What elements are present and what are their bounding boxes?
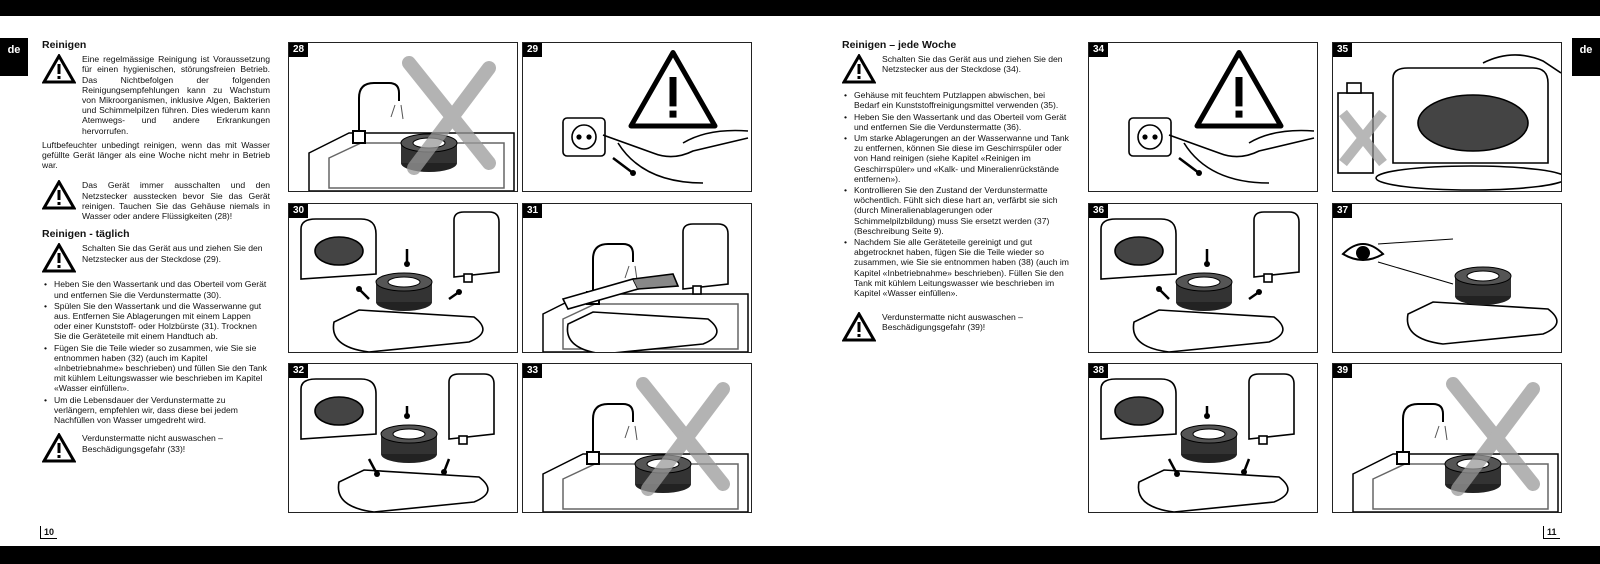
figure-number: 28 bbox=[289, 43, 308, 57]
daily-steps-list bbox=[42, 279, 270, 425]
base-tray bbox=[333, 310, 482, 352]
humidifier-top-icon bbox=[1101, 379, 1176, 439]
figure-number: 31 bbox=[523, 204, 542, 218]
figure-illustration bbox=[289, 43, 518, 192]
mat-warning-left bbox=[42, 433, 270, 463]
warning-triangle-icon bbox=[42, 54, 76, 84]
figure-number: 30 bbox=[289, 204, 308, 218]
plug-hand-icon bbox=[603, 131, 748, 184]
base-tray bbox=[1407, 302, 1556, 344]
warning-triangle-icon bbox=[42, 180, 76, 210]
list-item: • Heben Sie den Wassertank und das Oberteil vom Gerät und entfernen Sie die Verdunstermatte (30). bbox=[42, 279, 270, 299]
list-item: • Heben Sie den Wassertank und das Oberteil vom Gerät und entfernen Sie die Verdunstermatte (36). bbox=[842, 112, 1070, 132]
list-item: • Fügen Sie die Teile wieder so zusammen, wie Sie sie entnommen haben (32) (auch im Kapitel «Inbetriebnahme» beschrieben) und füllen Sie den Tank mit kühlem Leitungswasser wie beschrieben im Kapitel «Wasser einfüllen». bbox=[42, 343, 270, 394]
language-tab-left: de bbox=[0, 38, 28, 76]
figure-number: 35 bbox=[1333, 43, 1352, 57]
arrow-icon bbox=[1204, 406, 1210, 419]
daily-warning-text: Schalten Sie das Gerät aus und ziehen Sie den Netzstecker aus der Steckdose (29). bbox=[82, 243, 263, 264]
mat-warning-right-text: Verdunstermatte nicht auswaschen – Beschädigungsgefahr (39)! bbox=[882, 312, 1023, 333]
right-text-column bbox=[842, 40, 1070, 346]
list-item: • Spülen Sie den Wassertank und die Wasserwanne gut aus. Entfernen Sie Ablagerungen mit einem Lappen oder einer Kunststoff- oder Holzbürste (31). Trocknen Sie die Geräteteile mit einem Handtuch ab. bbox=[42, 301, 270, 342]
water-tank-icon bbox=[683, 224, 728, 294]
water-tank-icon bbox=[454, 212, 499, 282]
figure-number: 34 bbox=[1089, 43, 1108, 57]
warning-triangle-icon bbox=[42, 243, 76, 273]
figure-number: 32 bbox=[289, 364, 308, 378]
left-text-column bbox=[42, 40, 270, 467]
base-tray bbox=[1138, 470, 1287, 512]
figure-illustration bbox=[1089, 364, 1318, 513]
figure-illustration bbox=[523, 204, 752, 353]
figure-number: 29 bbox=[523, 43, 542, 57]
list-item: • Um starke Ablagerungen an der Wasserwanne und Tank zu entfernen, können Sie diese im Geschirrspüler oder von Hand reinigen (siehe Kapitel «Reinigen im Geschirrspüler» und «Kalk- und Mineralienrückstände entfernen»). bbox=[842, 133, 1070, 184]
figure-number: 38 bbox=[1089, 364, 1108, 378]
weekly-warning-text: Schalten Sie das Gerät aus und ziehen Sie den Netzstecker aus der Steckdose (34). bbox=[882, 54, 1063, 75]
mat-warning-left-text: Verdunstermatte nicht auswaschen – Beschädigungsgefahr (33)! bbox=[82, 433, 223, 454]
arrow-icon bbox=[449, 289, 462, 299]
water-tap-icon bbox=[1397, 404, 1447, 464]
weekly-steps-list bbox=[842, 90, 1070, 298]
evaporator-mat-icon bbox=[1176, 273, 1232, 311]
eye-icon bbox=[1343, 244, 1383, 260]
figure-illustration bbox=[1089, 204, 1318, 353]
figure-36 bbox=[1088, 203, 1318, 353]
humidifier-top-icon bbox=[301, 379, 376, 439]
evaporator-mat-icon bbox=[1181, 425, 1237, 463]
warning-triangle-icon bbox=[42, 433, 76, 463]
language-tab-right: de bbox=[1572, 38, 1600, 76]
base-tray bbox=[567, 312, 716, 353]
figure-39 bbox=[1332, 363, 1562, 513]
figure-illustration bbox=[523, 43, 752, 192]
arrow-icon bbox=[441, 459, 449, 475]
water-tank-icon bbox=[1249, 374, 1294, 444]
warning-triangle-icon bbox=[842, 54, 876, 84]
water-tap-icon bbox=[353, 83, 403, 143]
list-item: • Um die Lebensdauer der Verdunstermatte zu verlängern, empfehlen wir, dass diese bei jedem Nachfüllen von Wasser umgedreht wird. bbox=[42, 395, 270, 426]
section-title-weekly: Reinigen – jede Woche bbox=[842, 39, 957, 51]
figure-illustration bbox=[1333, 364, 1562, 513]
figure-illustration bbox=[523, 364, 752, 513]
figure-illustration bbox=[289, 204, 518, 353]
wall-socket-icon bbox=[563, 118, 605, 156]
figure-31 bbox=[522, 203, 752, 353]
wall-socket-icon bbox=[1129, 118, 1171, 156]
figure-28 bbox=[288, 42, 518, 192]
figure-38 bbox=[1088, 363, 1318, 513]
figure-number: 36 bbox=[1089, 204, 1108, 218]
figure-29 bbox=[522, 42, 752, 192]
arrow-icon bbox=[404, 249, 410, 267]
humidifier-top-icon bbox=[301, 219, 376, 279]
figure-illustration bbox=[1089, 43, 1318, 192]
big-warning-triangle-icon bbox=[631, 53, 715, 127]
figure-30 bbox=[288, 203, 518, 353]
arrow-icon bbox=[1204, 249, 1210, 267]
figure-number: 39 bbox=[1333, 364, 1352, 378]
big-warning-triangle-icon bbox=[1197, 53, 1281, 127]
figure-illustration bbox=[1333, 204, 1562, 353]
humidifier-top-icon bbox=[1101, 219, 1176, 279]
arrow-icon bbox=[356, 286, 369, 299]
water-tank-icon bbox=[1254, 212, 1299, 282]
figure-33 bbox=[522, 363, 752, 513]
section-title-daily: Reinigen - täglich bbox=[42, 228, 130, 241]
intro-note-text: Luftbefeuchter unbedingt reinigen, wenn das mit Wasser gefüllte Gerät länger als eine Woche nicht mehr in Betrieb war. bbox=[42, 139, 270, 171]
figure-illustration bbox=[1333, 43, 1562, 192]
unplug-warning bbox=[42, 180, 270, 221]
evaporator-mat-icon bbox=[376, 273, 432, 311]
page-number-right: 11 bbox=[1543, 526, 1560, 539]
evaporator-mat-icon bbox=[1455, 267, 1511, 305]
figure-35 bbox=[1332, 42, 1562, 192]
plug-hand-icon bbox=[1169, 131, 1314, 184]
figure-32 bbox=[288, 363, 518, 513]
page-number-left: 10 bbox=[40, 526, 57, 539]
water-tap-icon bbox=[587, 404, 637, 464]
humidifier-body-icon bbox=[1376, 68, 1562, 190]
intro-warning-text: Eine regelmässige Reinigung ist Voraussetzung für einen hygienischen, störungsfreien Betrieb. Das Nichtbefolgen der folgenden Reinigungsempfehlungen kann zu Wachstum von Mikroorganismen, inklusive Algen, Bakterien und Schimmelpilzen führen. Dies wiederum kann Atemwegs- und andere Erkrankungen hervorrufen. bbox=[82, 54, 270, 136]
figure-34 bbox=[1088, 42, 1318, 192]
unplug-warning-text: Das Gerät immer ausschalten und den Netzstecker ausstecken bevor Sie das Gerät reinigen. Tauchen Sie das Gehäuse niemals in Wasser oder andere Flüssigkeiten (28)! bbox=[82, 180, 270, 222]
bottom-black-bar bbox=[0, 546, 1600, 564]
water-tank-icon bbox=[449, 374, 494, 444]
figure-number: 37 bbox=[1333, 204, 1352, 218]
weekly-warning bbox=[842, 54, 1070, 84]
top-black-bar bbox=[0, 0, 1600, 16]
daily-warning bbox=[42, 243, 270, 273]
section-title-cleaning: Reinigen bbox=[42, 39, 87, 51]
figure-illustration bbox=[289, 364, 518, 513]
list-item: • Nachdem Sie alle Geräteteile gereinigt und gut abgetrocknet haben, fügen Sie die Teile wieder so zusammen, wie Sie sie entnommen haben (38) (auch im Kapitel «Inbetriebnahme» beschrieben). Füllen Sie den Tank mit kühlem Leitungswasser wie beschrieben im Kapitel «Wasser einfüllen». bbox=[842, 237, 1070, 298]
arrow-icon bbox=[1249, 289, 1262, 299]
list-item: • Kontrollieren Sie den Zustand der Verdunstermatte wöchentlich. Fühlt sich diese hart an, verfärbt sie sich (durch Mineralienablagerungen oder Schimmelpilzbildung) muss Sie ersetzt werden (37) (Beschreibung Seite 9). bbox=[842, 185, 1070, 236]
arrow-icon bbox=[1156, 286, 1169, 299]
base-tray bbox=[1133, 310, 1282, 352]
warning-triangle-icon bbox=[842, 312, 876, 342]
intro-warning bbox=[42, 54, 270, 136]
figure-37 bbox=[1332, 203, 1562, 353]
list-item: • Gehäuse mit feuchtem Putzlappen abwischen, bei Bedarf ein Kunststoffreinigungsmittel verwenden (35). bbox=[842, 90, 1070, 110]
mat-warning-right bbox=[842, 312, 1070, 342]
base-tray bbox=[338, 470, 487, 512]
evaporator-mat-icon bbox=[381, 425, 437, 463]
figure-number: 33 bbox=[523, 364, 542, 378]
arrow-icon bbox=[1241, 459, 1249, 475]
arrow-icon bbox=[404, 406, 410, 419]
